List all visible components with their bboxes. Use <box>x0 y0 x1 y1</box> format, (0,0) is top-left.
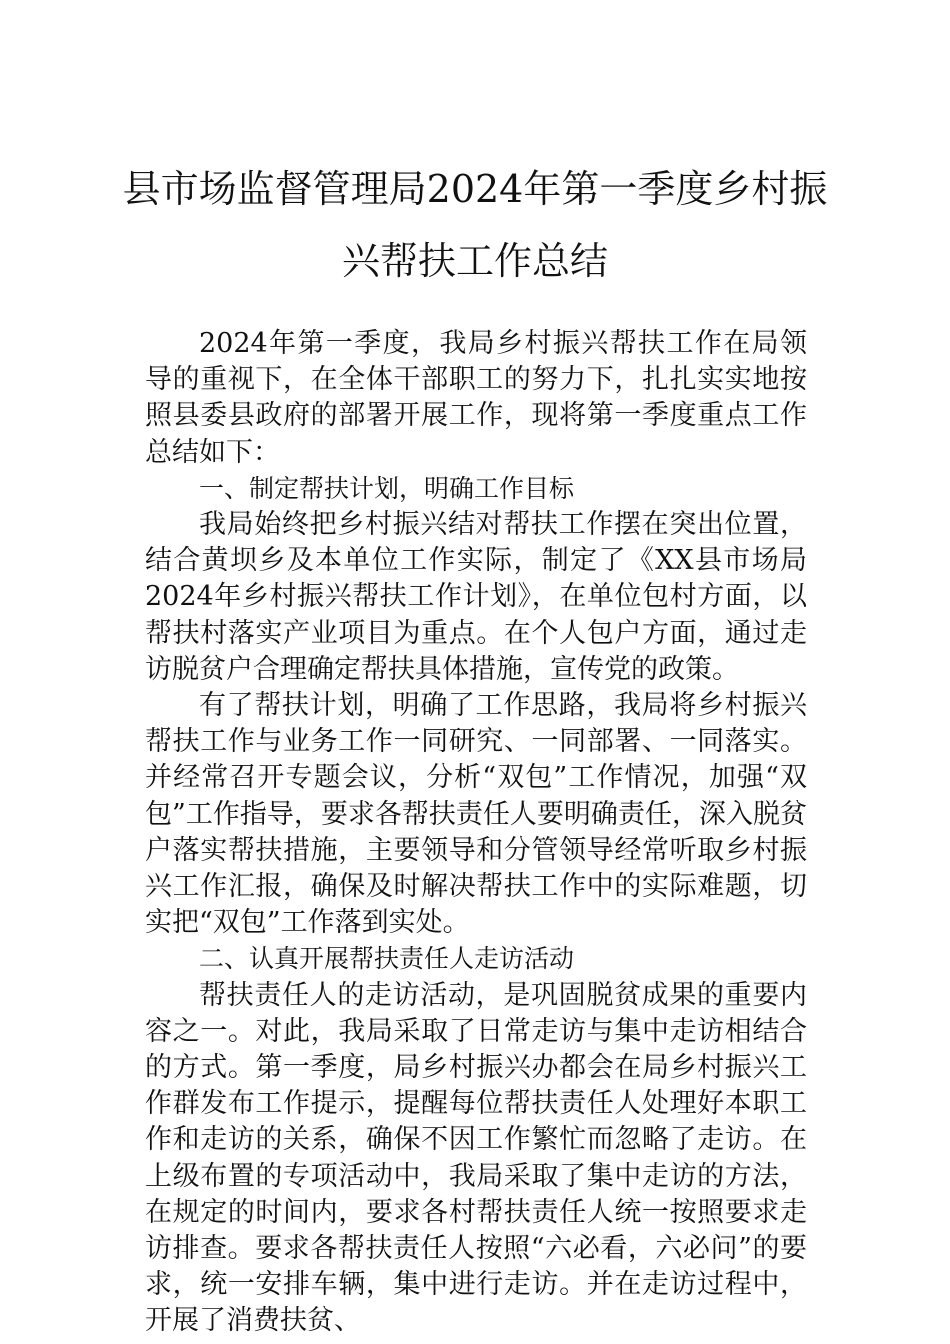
section-1-paragraph-1: 我局始终把乡村振兴结对帮扶工作摆在突出位置，结合黄坝乡及本单位工作实际，制定了《XX县市场局2024年乡村振兴帮扶工作计划》，在单位包村方面，以帮扶村落实产业项目为重点。在个人包户方面，通过走访脱贫户合理确定帮扶具体措施，宣传党的政策。 <box>145 509 807 685</box>
section-2-paragraph-1: 帮扶责任人的走访活动，是巩固脱贫成果的重要内容之一。对此，我局采取了日常走访与集中走访相结合的方式。第一季度，局乡村振兴办都会在局乡村振兴工作群发布工作提示，提醒每位帮扶责任人处理好本职工作和走访的关系，确保不因工作繁忙而忽略了走访。在上级布置的专项活动中，我局采取了集中走访的方法，在规定的时间内，要求各村帮扶责任人统一按照要求走访排查。要求各帮扶责任人按照“六必看，六必问”的要求，统一安排车辆，集中进行走访。并在走访过程中，开展了消费扶贫、 <box>145 979 807 1337</box>
document-title-line-2: 兴帮扶工作总结 <box>341 239 608 283</box>
section-1-paragraph-2: 有了帮扶计划，明确了工作思路，我局将乡村振兴帮扶工作与业务工作一同研究、一同部署、一同落实。并经常召开专题会议，分析“双包”工作情况，加强“双包”工作指导，要求各帮扶责任人要明确责任，深入脱贫户落实帮扶措施，主要领导和分管领导经常听取乡村振兴工作汇报，确保及时解决帮扶工作中的实际难题，切实把“双包”工作落到实处。 <box>145 690 807 939</box>
intro-paragraph: 2024年第一季度，我局乡村振兴帮扶工作在局领导的重视下，在全体干部职工的努力下，扎扎实实地按照县委县政府的部署开展工作，现将第一季度重点工作总结如下： <box>145 328 807 468</box>
document-title-line-1: 县市场监督管理局2024年第一季度乡村振 <box>122 167 828 211</box>
section-heading-2: 二、认真开展帮扶责任人走访活动 <box>199 944 575 974</box>
document-body <box>145 326 807 1340</box>
section-heading-1: 一、制定帮扶计划，明确工作目标 <box>199 473 575 503</box>
